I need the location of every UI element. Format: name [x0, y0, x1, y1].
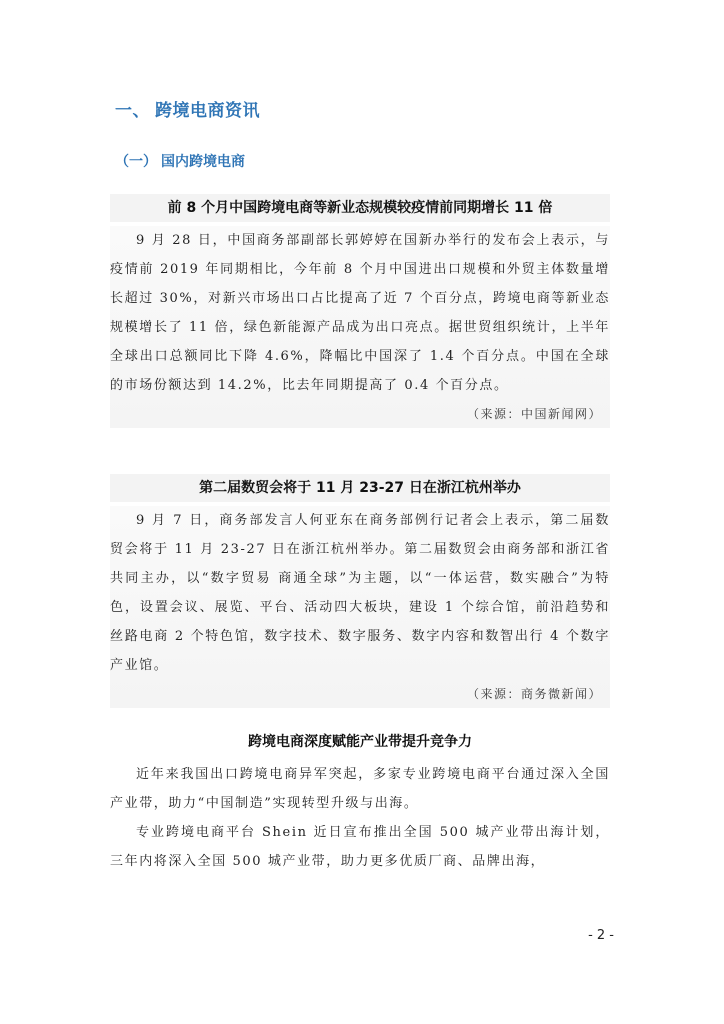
article-source: （来源：商务微新闻） — [466, 687, 602, 701]
article-source: （来源：中国新闻网） — [466, 407, 602, 421]
article-body — [110, 506, 610, 708]
article-paragraph: 9 月 7 日，商务部发言人何亚东在商务部例行记者会上表示，第二届数贸会将于 11 月 23-27 日在浙江杭州举办。第二届数贸会由商务部和浙江省共同主办，以“数字贸易 商通全球”为主题，以“一体运营，数实融合”为特色，设置会议、展览、平台、活动四大板块，建设 1 个综合馆，前沿趋势和丝路电商 2 个特色馆，数字技术、数字服务、数字内容和数智出行 4 个数字产业馆。 — [110, 513, 610, 673]
article-body — [110, 226, 610, 428]
subsection-number: （一） — [115, 154, 157, 170]
article-title: 跨境电商深度赋能产业带提升竞争力 — [110, 728, 610, 756]
page-number: - 2 - — [588, 928, 614, 943]
article-paragraph: 近年来我国出口跨境电商异军突起，多家专业跨境电商平台通过深入全国产业带，助力“中国制造”实现转型升级与出海。 — [110, 767, 610, 811]
article-1 — [110, 194, 610, 428]
article-title: 前 8 个月中国跨境电商等新业态规模较疫情前同期增长 11 倍 — [110, 194, 610, 222]
subsection-title: 国内跨境电商 — [161, 154, 245, 170]
article-paragraph: 9 月 28 日，中国商务部副部长郭婷婷在国新办举行的发布会上表示，与疫情前 2019 年同期相比，今年前 8 个月中国进出口规模和外贸主体数量增长超过 30%，对新兴市场出口占比提高了近 7 个百分点，跨境电商等新业态规模增长了 11 倍，绿色新能源产品成为出口亮点。据世贸组织统计，上半年全球出口总额同比下降 4.6%，降幅比中国深了 1.4 个百分点。中国在全球的市场份额达到 14.2%，比去年同期提高了 0.4 个百分点。 — [110, 233, 610, 393]
article-title: 第二届数贸会将于 11 月 23-27 日在浙江杭州举办 — [110, 474, 610, 502]
section-number: 一、 — [115, 101, 150, 121]
article-2 — [110, 474, 610, 708]
section-title: 跨境电商资讯 — [155, 101, 260, 121]
article-paragraph: 专业跨境电商平台 Shein 近日宣布推出全国 500 城产业带出海计划，三年内将深入全国 500 城产业带，助力更多优质厂商、品牌出海， — [110, 825, 610, 869]
article-3 — [110, 728, 610, 876]
section-heading — [115, 96, 260, 121]
subsection-heading — [115, 151, 245, 171]
